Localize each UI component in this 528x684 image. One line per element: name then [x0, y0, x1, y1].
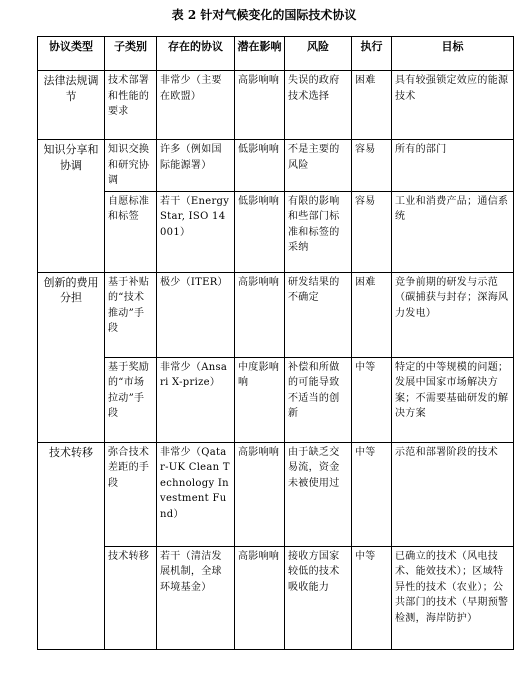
cell-impact: 高影响响: [235, 71, 285, 140]
cell-execution: 容易: [352, 140, 392, 192]
cell-subtype: 技术转移: [105, 546, 157, 649]
cell-impact: 中度影响响: [235, 357, 285, 442]
cell-subtype: 技术部署和性能的要求: [105, 71, 157, 140]
cell-risk: 补偿和所做的可能导致不适当的创新: [285, 357, 352, 442]
cell-goal: 工业和消费产品；通信系统: [392, 191, 514, 272]
header-subcategory: 子类别: [105, 37, 157, 71]
header-execution: 执行: [352, 37, 392, 71]
cell-execution: 容易: [352, 191, 392, 272]
cell-risk: 接收方国家较低的技术吸收能力: [285, 546, 352, 649]
cell-agreements: 若干（EnergyStar, ISO 14001）: [157, 191, 235, 272]
header-agreement-type: 协议类型: [38, 37, 105, 71]
cell-impact: 高影响响: [235, 442, 285, 546]
cell-agreements: 若干（清洁发展机制，全球环境基金）: [157, 546, 235, 649]
table-row: [38, 357, 514, 442]
cell-goal: 示范和部署阶段的技术: [392, 442, 514, 546]
cell-subtype: 自愿标准和标签: [105, 191, 157, 272]
cell-goal: 特定的中等规模的问题；发展中国家市场解决方案；不需要基础研发的解决方案: [392, 357, 514, 442]
table-header-row: [38, 37, 514, 71]
cell-subtype: 弥合技术差距的手段: [105, 442, 157, 546]
cell-risk: 有限的影响和些部门标准和标签的采纳: [285, 191, 352, 272]
header-goal: 目标: [392, 37, 514, 71]
cell-execution: 中等: [352, 442, 392, 546]
cell-type: 创新的费用分担: [38, 272, 105, 442]
cell-goal: 具有较强锁定效应的能源技术: [392, 71, 514, 140]
header-potential-impact: 潜在影响: [235, 37, 285, 71]
table-row: [38, 71, 514, 140]
cell-agreements: 非常少（Qatar-UK Clean Technology Investment Fund）: [157, 442, 235, 546]
cell-execution: 中等: [352, 357, 392, 442]
cell-execution: 困难: [352, 71, 392, 140]
table-row: [38, 191, 514, 272]
cell-agreements: 非常少（Ansari X-prize）: [157, 357, 235, 442]
cell-goal: 竞争前期的研发与示范（碳捕获与封存；深海风力发电）: [392, 272, 514, 357]
cell-risk: 失误的政府技术选择: [285, 71, 352, 140]
header-risk: 风险: [285, 37, 352, 71]
cell-subtype: 知识交换和研究协调: [105, 140, 157, 192]
cell-agreements: 非常少（主要在欧盟）: [157, 71, 235, 140]
cell-execution: 困难: [352, 272, 392, 357]
header-existing-agreements: 存在的协议: [157, 37, 235, 71]
cell-risk: 不是主要的风险: [285, 140, 352, 192]
cell-impact: 低影响响: [235, 191, 285, 272]
table-row: [38, 442, 514, 546]
cell-risk: 研发结果的不确定: [285, 272, 352, 357]
table-row: [38, 546, 514, 649]
cell-type: 法律法规调节: [38, 71, 105, 140]
cell-type: 技术转移: [38, 442, 105, 649]
cell-agreements: 许多（例如国际能源署）: [157, 140, 235, 192]
cell-agreements: 极少（ITER）: [157, 272, 235, 357]
table-row: [38, 140, 514, 192]
cell-execution: 中等: [352, 546, 392, 649]
cell-impact: 高影响响: [235, 272, 285, 357]
cell-type: 知识分享和协调: [38, 140, 105, 273]
cell-subtype: 基于奖励的“市场拉动”手段: [105, 357, 157, 442]
table-row: [38, 272, 514, 357]
cell-goal: 所有的部门: [392, 140, 514, 192]
cell-risk: 由于缺乏交易流，资金未被使用过: [285, 442, 352, 546]
table-caption: 表 2 针对气候变化的国际技术协议: [171, 8, 357, 22]
agreements-table: [37, 36, 514, 650]
cell-impact: 高影响响: [235, 546, 285, 649]
cell-impact: 低影响响: [235, 140, 285, 192]
cell-goal: 已确立的技术（风电技术、能效技术）；区域特异性的技术（农业）；公共部门的技术（早期预警检测，海岸防护）: [392, 546, 514, 649]
cell-subtype: 基于补贴的“技术推动”手段: [105, 272, 157, 357]
